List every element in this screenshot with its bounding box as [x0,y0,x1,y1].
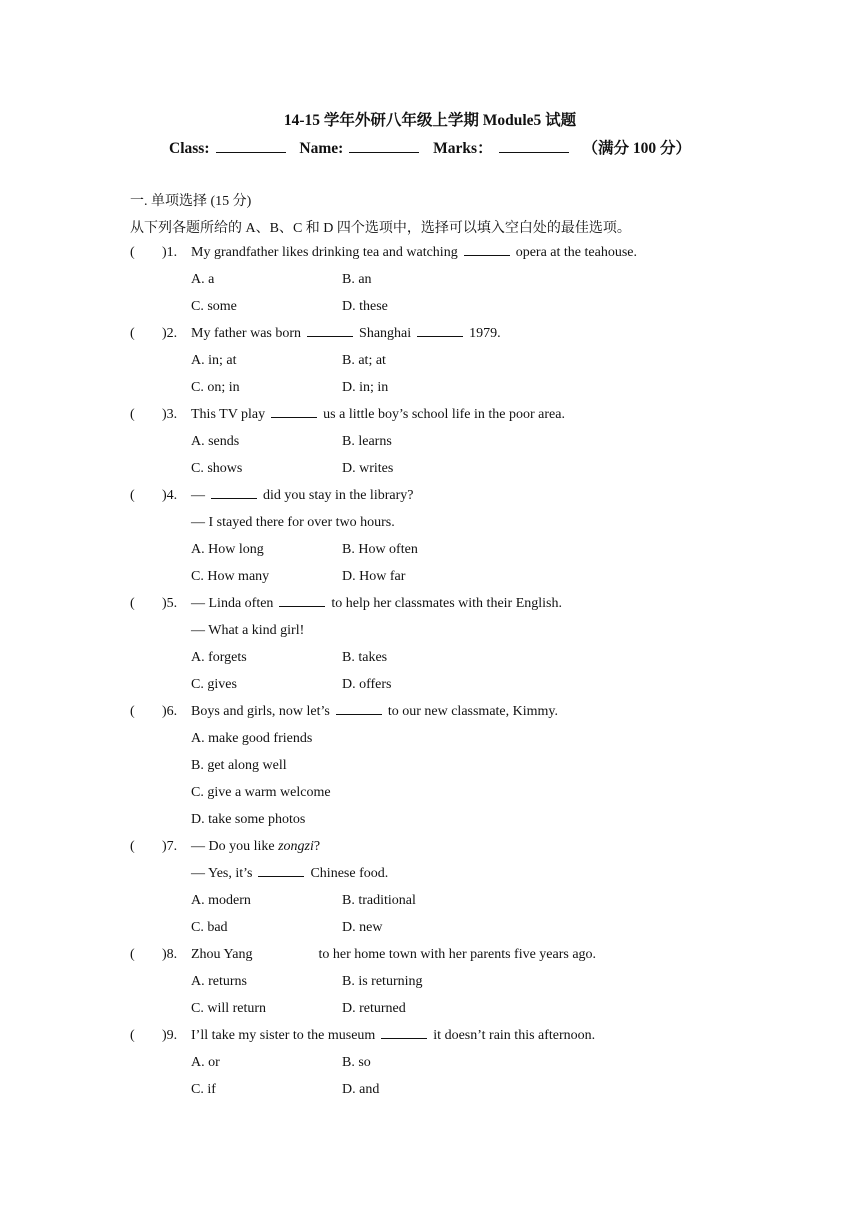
question-dialogue-line: — I stayed there for over two hours. [191,515,395,530]
option-b: B. is returning [342,974,423,989]
blank-line [381,1028,427,1039]
option-d: D. and [342,1082,380,1097]
blank-line [211,488,257,499]
blank-line [307,326,353,337]
answer-paren[interactable]: ( [130,488,135,503]
marks-label: Marks： [433,140,493,157]
question-number: )2. [162,326,178,341]
class-blank[interactable] [216,140,286,153]
option-a: A. modern [191,893,251,908]
option-a: A. or [191,1055,220,1070]
option-c: C. some [191,299,237,314]
blank-line [271,407,317,418]
question-number: )3. [162,407,178,422]
question-stem: — Linda often to help her classmates with their English. [191,596,562,611]
option-d: D. these [342,299,388,314]
option-b: B. learns [342,434,392,449]
blank-line [279,596,325,607]
option-a: A. returns [191,974,247,989]
option-c: C. How many [191,569,270,584]
question-stem: Zhou Yang to her home town with her parents five years ago. [191,947,597,962]
question-stem: — did you stay in the library? [191,488,414,503]
option-d: D. returned [342,1001,406,1016]
option-b: B. an [342,272,372,287]
class-label: Class: [169,140,210,157]
section-heading: 一. 单项选择 (15 分) [130,194,252,209]
option-d: D. offers [342,677,392,692]
question-stem: — Do you like zongzi? [191,839,321,854]
answer-paren[interactable]: ( [130,326,135,341]
question-stem: My grandfather likes drinking tea and watching opera at the teahouse. [191,245,637,260]
question-stem: I’ll take my sister to the museum it doesn’t rain this afternoon. [191,1028,596,1043]
question-dialogue-line: — Yes, it’s Chinese food. [191,866,389,881]
option-a: A. forgets [191,650,247,665]
answer-paren[interactable]: ( [130,839,135,854]
option-b: B. traditional [342,893,416,908]
blank-line [336,704,382,715]
student-info-line [0,136,860,158]
answer-paren[interactable]: ( [130,596,135,611]
name-label: Name: [299,140,344,157]
option-c: C. give a warm welcome [191,785,331,800]
option-c: C. bad [191,920,228,935]
question-stem: Boys and girls, now let’s to our new classmate, Kimmy. [191,704,559,719]
answer-paren[interactable]: ( [130,704,135,719]
section-instructions: 从下列各题所给的 A、B、C 和 D 四个选项中，选择可以填入空白处的最佳选项。 [130,221,631,236]
option-a: A. How long [191,542,264,557]
option-c: C. will return [191,1001,267,1016]
option-b: B. at; at [342,353,386,368]
question-number: )9. [162,1028,178,1043]
option-c: C. gives [191,677,237,692]
option-b: B. get along well [191,758,287,773]
question-stem: This TV play us a little boy’s school life in the poor area. [191,407,565,422]
blank-line [258,866,304,877]
option-c: C. on; in [191,380,240,395]
option-a: A. sends [191,434,240,449]
name-blank[interactable] [349,140,419,153]
question-number: )1. [162,245,178,260]
question-number: )6. [162,704,178,719]
option-d: D. new [342,920,383,935]
option-a: A. a [191,272,215,287]
question-number: )8. [162,947,178,962]
option-a: A. make good friends [191,731,313,746]
blank-line [464,245,510,256]
option-b: B. so [342,1055,371,1070]
option-a: A. in; at [191,353,237,368]
full-score: （满分 100 分） [582,140,691,157]
marks-blank[interactable] [499,140,569,153]
question-number: )4. [162,488,178,503]
option-c: C. shows [191,461,243,476]
option-b: B. How often [342,542,418,557]
exam-title: 14-15 学年外研八年级上学期 Module5 试题 [283,112,577,129]
question-number: )7. [162,839,178,854]
question-number: )5. [162,596,178,611]
option-c: C. if [191,1082,216,1097]
answer-paren[interactable]: ( [130,1028,135,1043]
answer-paren[interactable]: ( [130,947,135,962]
question-stem: My father was born Shanghai 1979. [191,326,501,341]
option-d: D. writes [342,461,394,476]
option-b: B. takes [342,650,388,665]
option-d: D. How far [342,569,406,584]
blank-line [417,326,463,337]
question-dialogue-line: — What a kind girl! [191,623,305,638]
option-d: D. take some photos [191,812,306,827]
answer-paren[interactable]: ( [130,245,135,260]
option-d: D. in; in [342,380,389,395]
answer-paren[interactable]: ( [130,407,135,422]
